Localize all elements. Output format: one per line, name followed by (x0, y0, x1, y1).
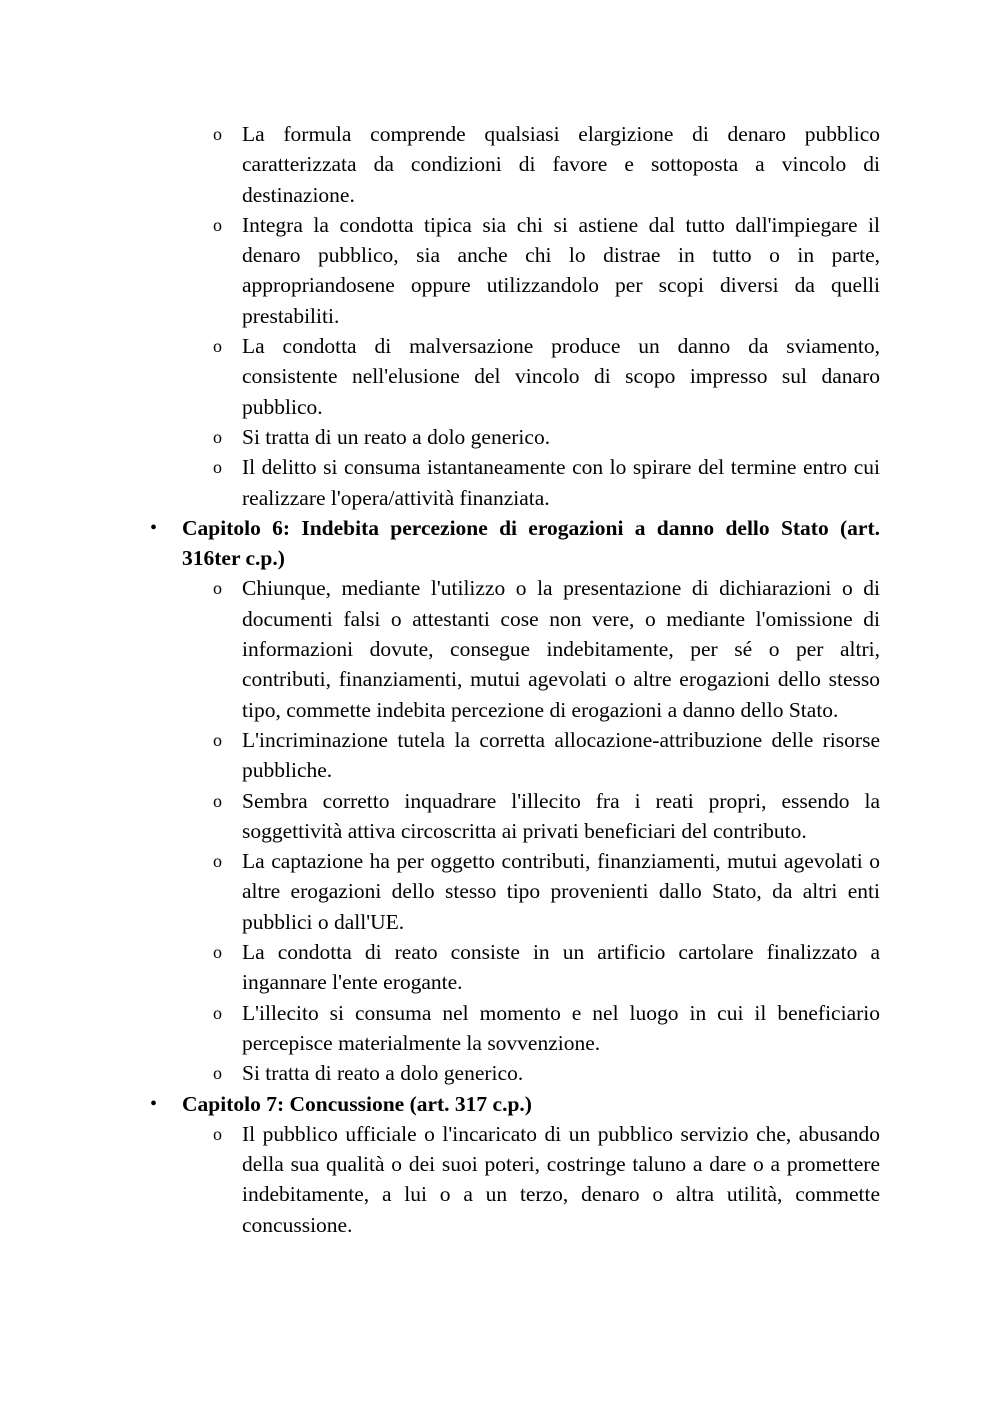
circle-bullet-icon: o (213, 457, 222, 478)
list-item (0, 452, 880, 513)
list-item-text: La captazione ha per oggetto contributi, finanziamenti, mutui agevolati o altre erogazioni dello stesso tipo provenienti dallo Stato, da altri enti pubblici o dall'UE. (242, 849, 880, 934)
list-item (0, 937, 880, 998)
chapter-6-sub-list (0, 573, 1000, 1088)
circle-bullet-icon: o (213, 578, 222, 599)
circle-bullet-icon: o (213, 426, 222, 447)
list-item (0, 846, 880, 937)
list-item (0, 422, 880, 452)
circle-bullet-icon: o (213, 729, 222, 750)
circle-bullet-icon: o (213, 1002, 222, 1023)
list-item-text: Il delitto si consuma istantaneamente con lo spirare del termine entro cui realizzare l'opera/attività finanziata. (242, 455, 880, 510)
circle-bullet-icon: o (213, 1063, 222, 1084)
circle-bullet-icon: o (213, 124, 222, 144)
circle-bullet-icon: o (213, 336, 222, 357)
list-item-text: Il pubblico ufficiale o l'incaricato di un pubblico servizio che, abusando della sua qualità o dei suoi poteri, costringe taluno a dare o a promettere indebitamente, a lui o a un terzo, denaro o altra utilità, commette concussione. (242, 1121, 880, 1237)
chapter-6 (0, 513, 1000, 1089)
list-item (0, 725, 880, 786)
circle-bullet-icon: o (213, 790, 222, 811)
list-item-text: L'illecito si consuma nel momento e nel luogo in cui il beneficiario percepisce materialmente la sovvenzione. (242, 1000, 880, 1055)
list-item (0, 1119, 880, 1240)
list-item (0, 573, 880, 724)
list-item (0, 786, 880, 847)
circle-bullet-icon: o (213, 1123, 222, 1144)
list-item-text: La condotta di malversazione produce un danno da sviamento, consistente nell'elusione del vincolo di scopo impresso sul danaro pubblico. (242, 334, 880, 419)
list-item-text: La formula comprende qualsiasi elargizione di denaro pubblico caratterizzata da condizioni di favore e sottoposta a vincolo di destinazione. (242, 122, 880, 207)
circle-bullet-icon: o (213, 851, 222, 872)
list-item-text: Si tratta di un reato a dolo generico. (242, 424, 551, 449)
list-item-text: Si tratta di reato a dolo generico. (242, 1061, 524, 1086)
intro-sub-list (0, 119, 1000, 513)
list-item (0, 1058, 880, 1088)
list-item-text: Sembra corretto inquadrare l'illecito fra i reati propri, essendo la soggettività attiva circoscritta ai privati beneficiari del contributo. (242, 788, 880, 843)
list-item (0, 998, 880, 1059)
chapter-heading (0, 513, 880, 574)
list-item-text: L'incriminazione tutela la corretta allocazione-attribuzione delle risorse pubbliche. (242, 727, 880, 783)
chapter-7-sub-list (0, 1119, 1000, 1240)
list-item (0, 210, 880, 331)
list-item-text: Integra la condotta tipica sia chi si astiene dal tutto dall'impiegare il denaro pubblico, sia anche chi lo distrae in tutto o in parte, appropriandosene oppure utilizzandolo per scopi diversi da quelli prestabiliti. (242, 212, 880, 328)
list-item (0, 331, 880, 422)
chapter-heading (0, 1089, 880, 1119)
list-item (0, 119, 880, 210)
circle-bullet-icon: o (213, 942, 222, 963)
list-item-text: La condotta di reato consiste in un artificio cartolare finalizzato a ingannare l'ente erogante. (242, 940, 880, 995)
disc-bullet-icon: • (150, 1092, 158, 1115)
list-item-text: Chiunque, mediante l'utilizzo o la presentazione di dichiarazioni o di documenti falsi o attestanti cose non vere, o mediante l'omissione di informazioni dovute, consegue indebitamente, per sé o per altri, contributi, finanziamenti, mutui agevolati o altre erogazioni dello stesso tipo, commette indebita percezione di erogazioni a danno dello Stato. (242, 576, 880, 722)
chapter-7 (0, 1089, 1000, 1240)
disc-bullet-icon: • (150, 516, 158, 539)
chapter-title: Capitolo 6: Indebita percezione di erogazioni a danno dello Stato (art. 316ter c.p.) (182, 515, 880, 571)
chapter-list (0, 513, 1000, 1240)
circle-bullet-icon: o (213, 214, 222, 235)
chapter-title: Capitolo 7: Concussione (art. 317 c.p.) (182, 1091, 532, 1116)
